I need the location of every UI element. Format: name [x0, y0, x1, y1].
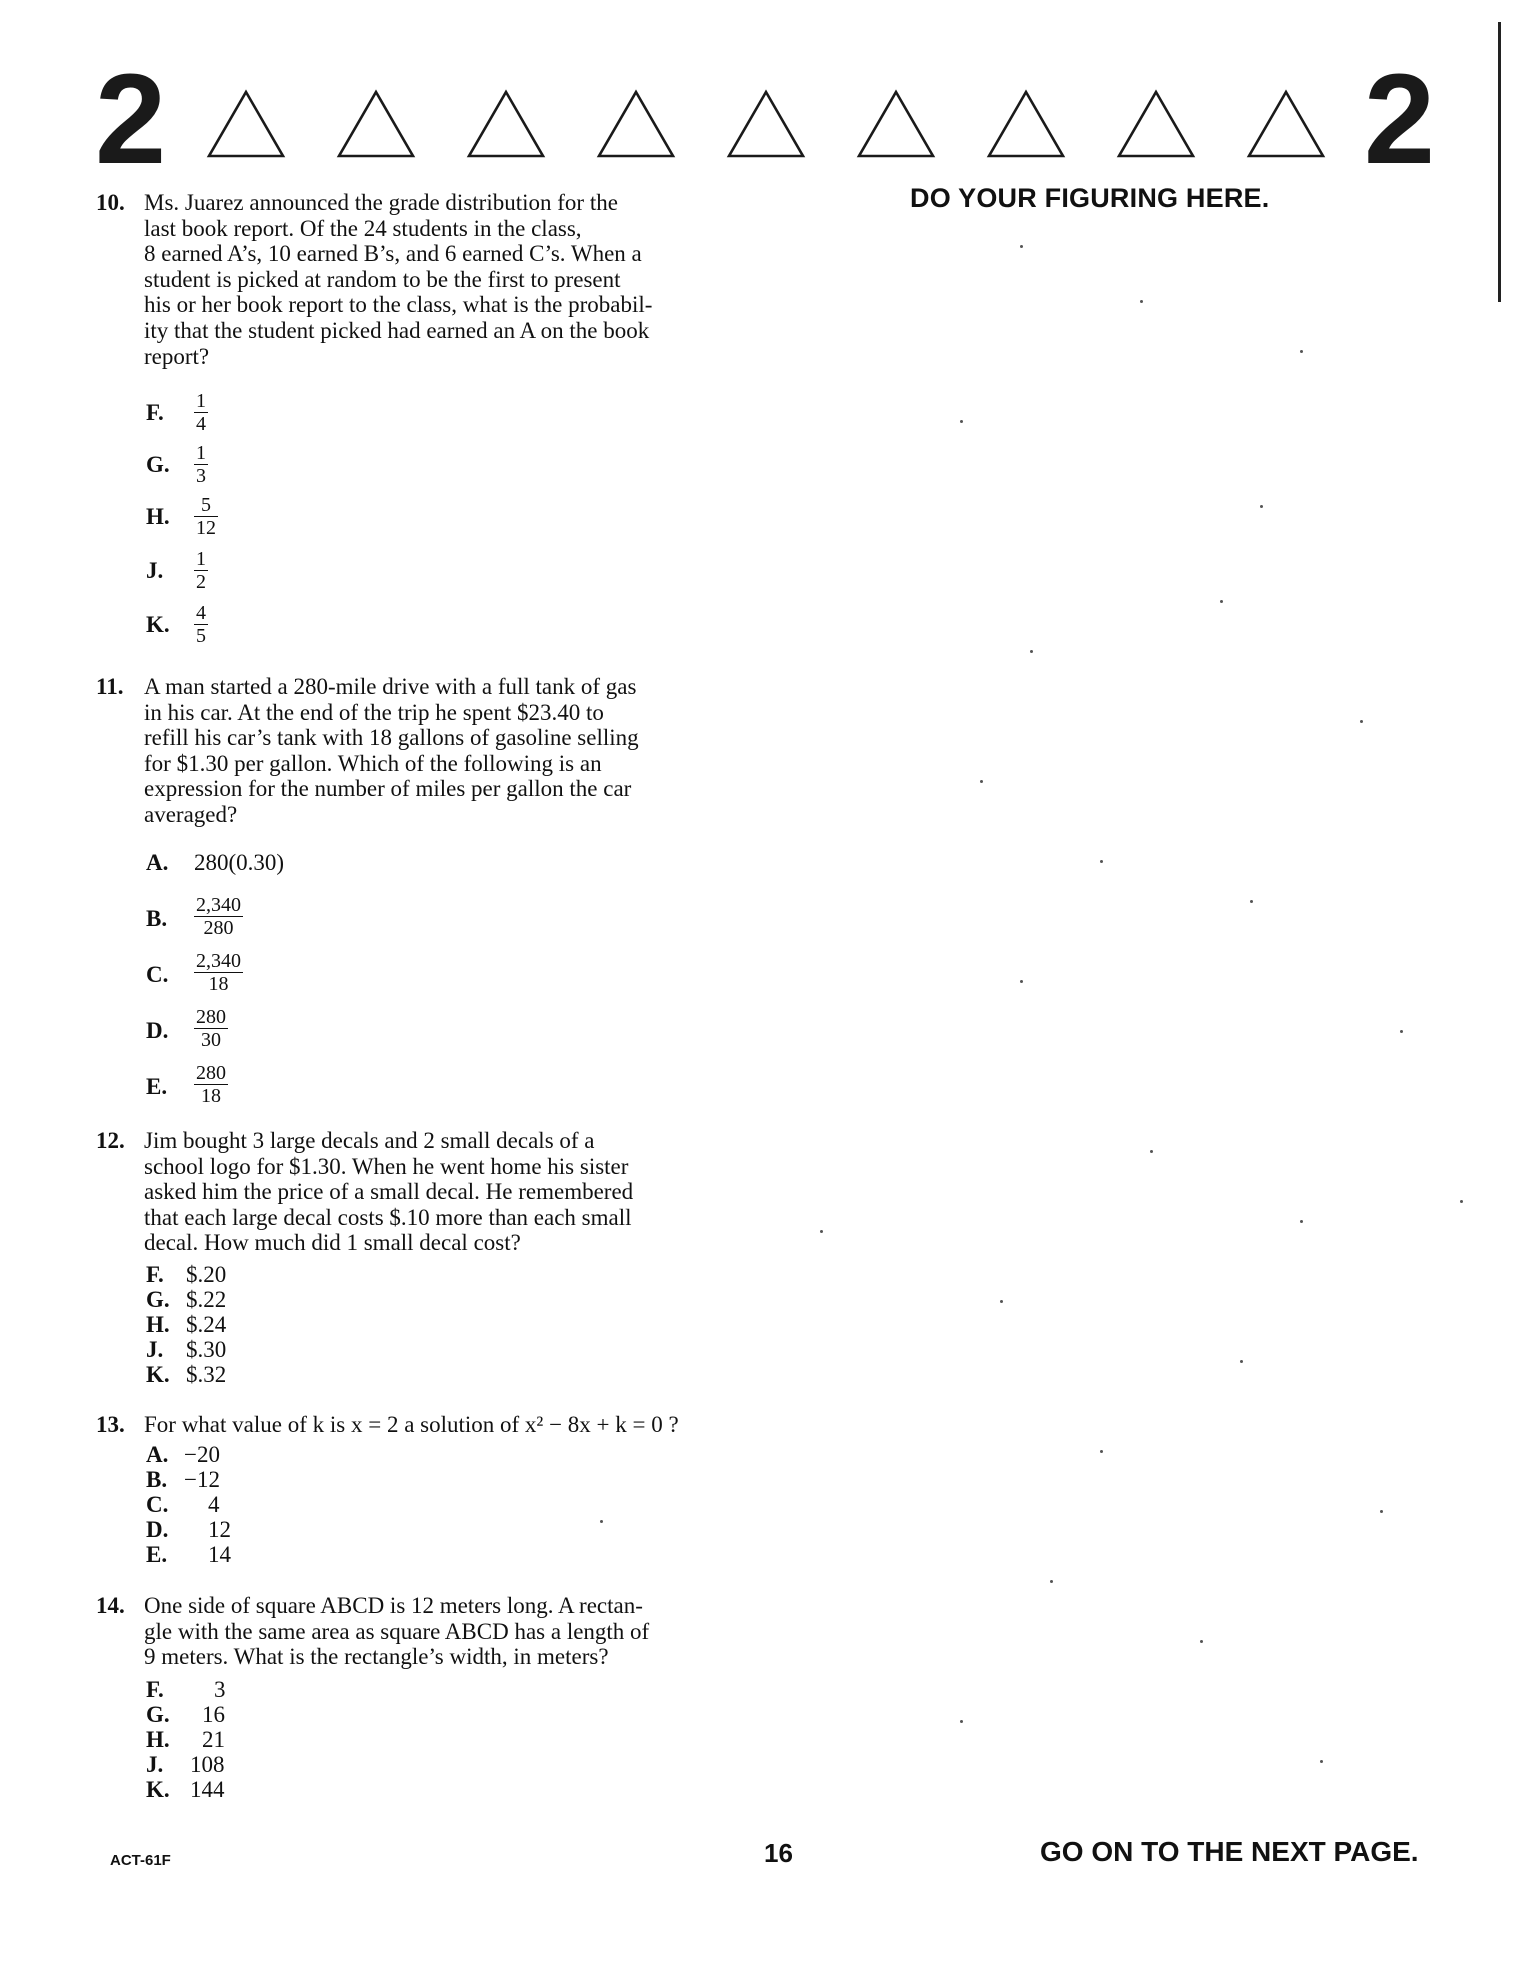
- question-line: ity that the student picked had earned an A on the book: [144, 317, 650, 343]
- question-number: 10.: [96, 190, 125, 215]
- fraction: $\frac{4}{5}$: [196, 602, 206, 647]
- question-text: [144, 190, 744, 369]
- triangle-icon: [1115, 88, 1197, 160]
- question-line: A man started a 280-mile drive with a full tank of gas: [144, 674, 637, 699]
- question-text: [144, 1412, 744, 1438]
- scan-speck: [1000, 1300, 1003, 1303]
- question-text: [144, 1593, 744, 1670]
- triangle-icon: [985, 88, 1067, 160]
- scan-speck: [1140, 300, 1143, 303]
- scan-speck: [1360, 720, 1363, 723]
- scan-speck: [1380, 1510, 1383, 1513]
- fraction: $\frac{280}{30}$: [196, 1006, 226, 1051]
- triangle-icon: [725, 88, 807, 160]
- fraction: $\frac{2,340}{280}$: [196, 894, 241, 939]
- question-number: 11.: [96, 674, 124, 699]
- question-text: [144, 1128, 744, 1256]
- fraction: $\frac{5}{12}$: [196, 494, 216, 539]
- question-number: 13.: [96, 1412, 125, 1437]
- fraction: $\frac{280}{18}$: [196, 1062, 226, 1107]
- question-line: One side of square ABCD is 12 meters long. A rectan-: [144, 1593, 643, 1618]
- scan-speck: [1460, 1200, 1463, 1203]
- scan-speck: [1050, 1580, 1053, 1583]
- question-line: For what value of k is x = 2 a solution of x² − 8x + k = 0 ?: [144, 1412, 679, 1437]
- question-line: 8 earned A’s, 10 earned B’s, and 6 earned C’s. When a: [144, 241, 642, 267]
- scan-speck: [1300, 350, 1303, 353]
- scan-speck: [1100, 860, 1103, 863]
- section-number-left: 2: [95, 48, 167, 191]
- section-number-right: 2: [1363, 48, 1435, 191]
- question-line: report?: [144, 343, 210, 369]
- question-line: gle with the same area as square ABCD has a length of: [144, 1618, 650, 1644]
- fraction: $\frac{1}{3}$: [196, 442, 206, 487]
- question-number: 12.: [96, 1128, 125, 1153]
- triangle-icon: [855, 88, 937, 160]
- scan-speck: [1260, 505, 1263, 508]
- scan-speck: [1200, 1640, 1203, 1643]
- scan-speck: [1300, 1220, 1303, 1223]
- scan-speck: [960, 1720, 963, 1723]
- question-line: Jim bought 3 large decals and 2 small decals of a: [144, 1128, 595, 1153]
- triangle-icon: [595, 88, 677, 160]
- question-line: refill his car’s tank with 18 gallons of gasoline selling: [144, 725, 639, 751]
- fraction: $\frac{1}{4}$: [196, 390, 206, 435]
- scan-speck: [1150, 1150, 1153, 1153]
- question-line: decal. How much did 1 small decal cost?: [144, 1230, 521, 1256]
- scan-speck: [1250, 900, 1253, 903]
- question-line: averaged?: [144, 801, 238, 827]
- triangle-row: [205, 88, 1325, 198]
- scan-speck: [1220, 600, 1223, 603]
- question-line: Ms. Juarez announced the grade distribution for the: [144, 190, 618, 215]
- scan-speck: [1030, 650, 1033, 653]
- triangle-icon: [335, 88, 417, 160]
- go-on-notice: GO ON TO THE NEXT PAGE.: [1040, 1836, 1419, 1867]
- fraction: $\frac{2,340}{18}$: [196, 950, 241, 995]
- scan-speck: [980, 780, 983, 783]
- question-line: 9 meters. What is the rectangle’s width, in meters?: [144, 1644, 609, 1670]
- scan-speck: [600, 1520, 603, 1523]
- question-line: for $1.30 per gallon. Which of the following is an: [144, 750, 602, 776]
- scan-speck: [1320, 1760, 1323, 1763]
- scan-speck: [1400, 1030, 1403, 1033]
- scan-speck: [1240, 1360, 1243, 1363]
- question-line: that each large decal costs $.10 more than each small: [144, 1204, 632, 1230]
- triangle-icon: [205, 88, 287, 160]
- fraction: $\frac{1}{2}$: [196, 548, 206, 593]
- margin-rule: [1498, 22, 1501, 302]
- question-line: school logo for $1.30. When he went home his sister: [144, 1153, 629, 1179]
- scan-speck: [1100, 1450, 1103, 1453]
- question-number: 14.: [96, 1593, 125, 1618]
- scan-speck: [1020, 245, 1023, 248]
- question-line: student is picked at random to be the first to present: [144, 266, 621, 292]
- question-line: expression for the number of miles per gallon the car: [144, 776, 632, 802]
- triangle-icon: [465, 88, 547, 160]
- question-text: [144, 674, 744, 828]
- form-code: ACT-61F: [110, 1852, 171, 1869]
- figuring-label: DO YOUR FIGURING HERE.: [910, 183, 1270, 213]
- scan-speck: [1020, 980, 1023, 983]
- question-line: his or her book report to the class, what is the probabil-: [144, 292, 653, 318]
- question-line: in his car. At the end of the trip he spent $23.40 to: [144, 699, 604, 725]
- section-header: [95, 48, 1435, 191]
- scan-speck: [960, 420, 963, 423]
- page-number: 16: [764, 1838, 793, 1868]
- question-line: asked him the price of a small decal. He remembered: [144, 1179, 634, 1205]
- question-line: last book report. Of the 24 students in the class,: [144, 215, 582, 241]
- triangle-icon: [1245, 88, 1327, 160]
- scan-speck: [820, 1230, 823, 1233]
